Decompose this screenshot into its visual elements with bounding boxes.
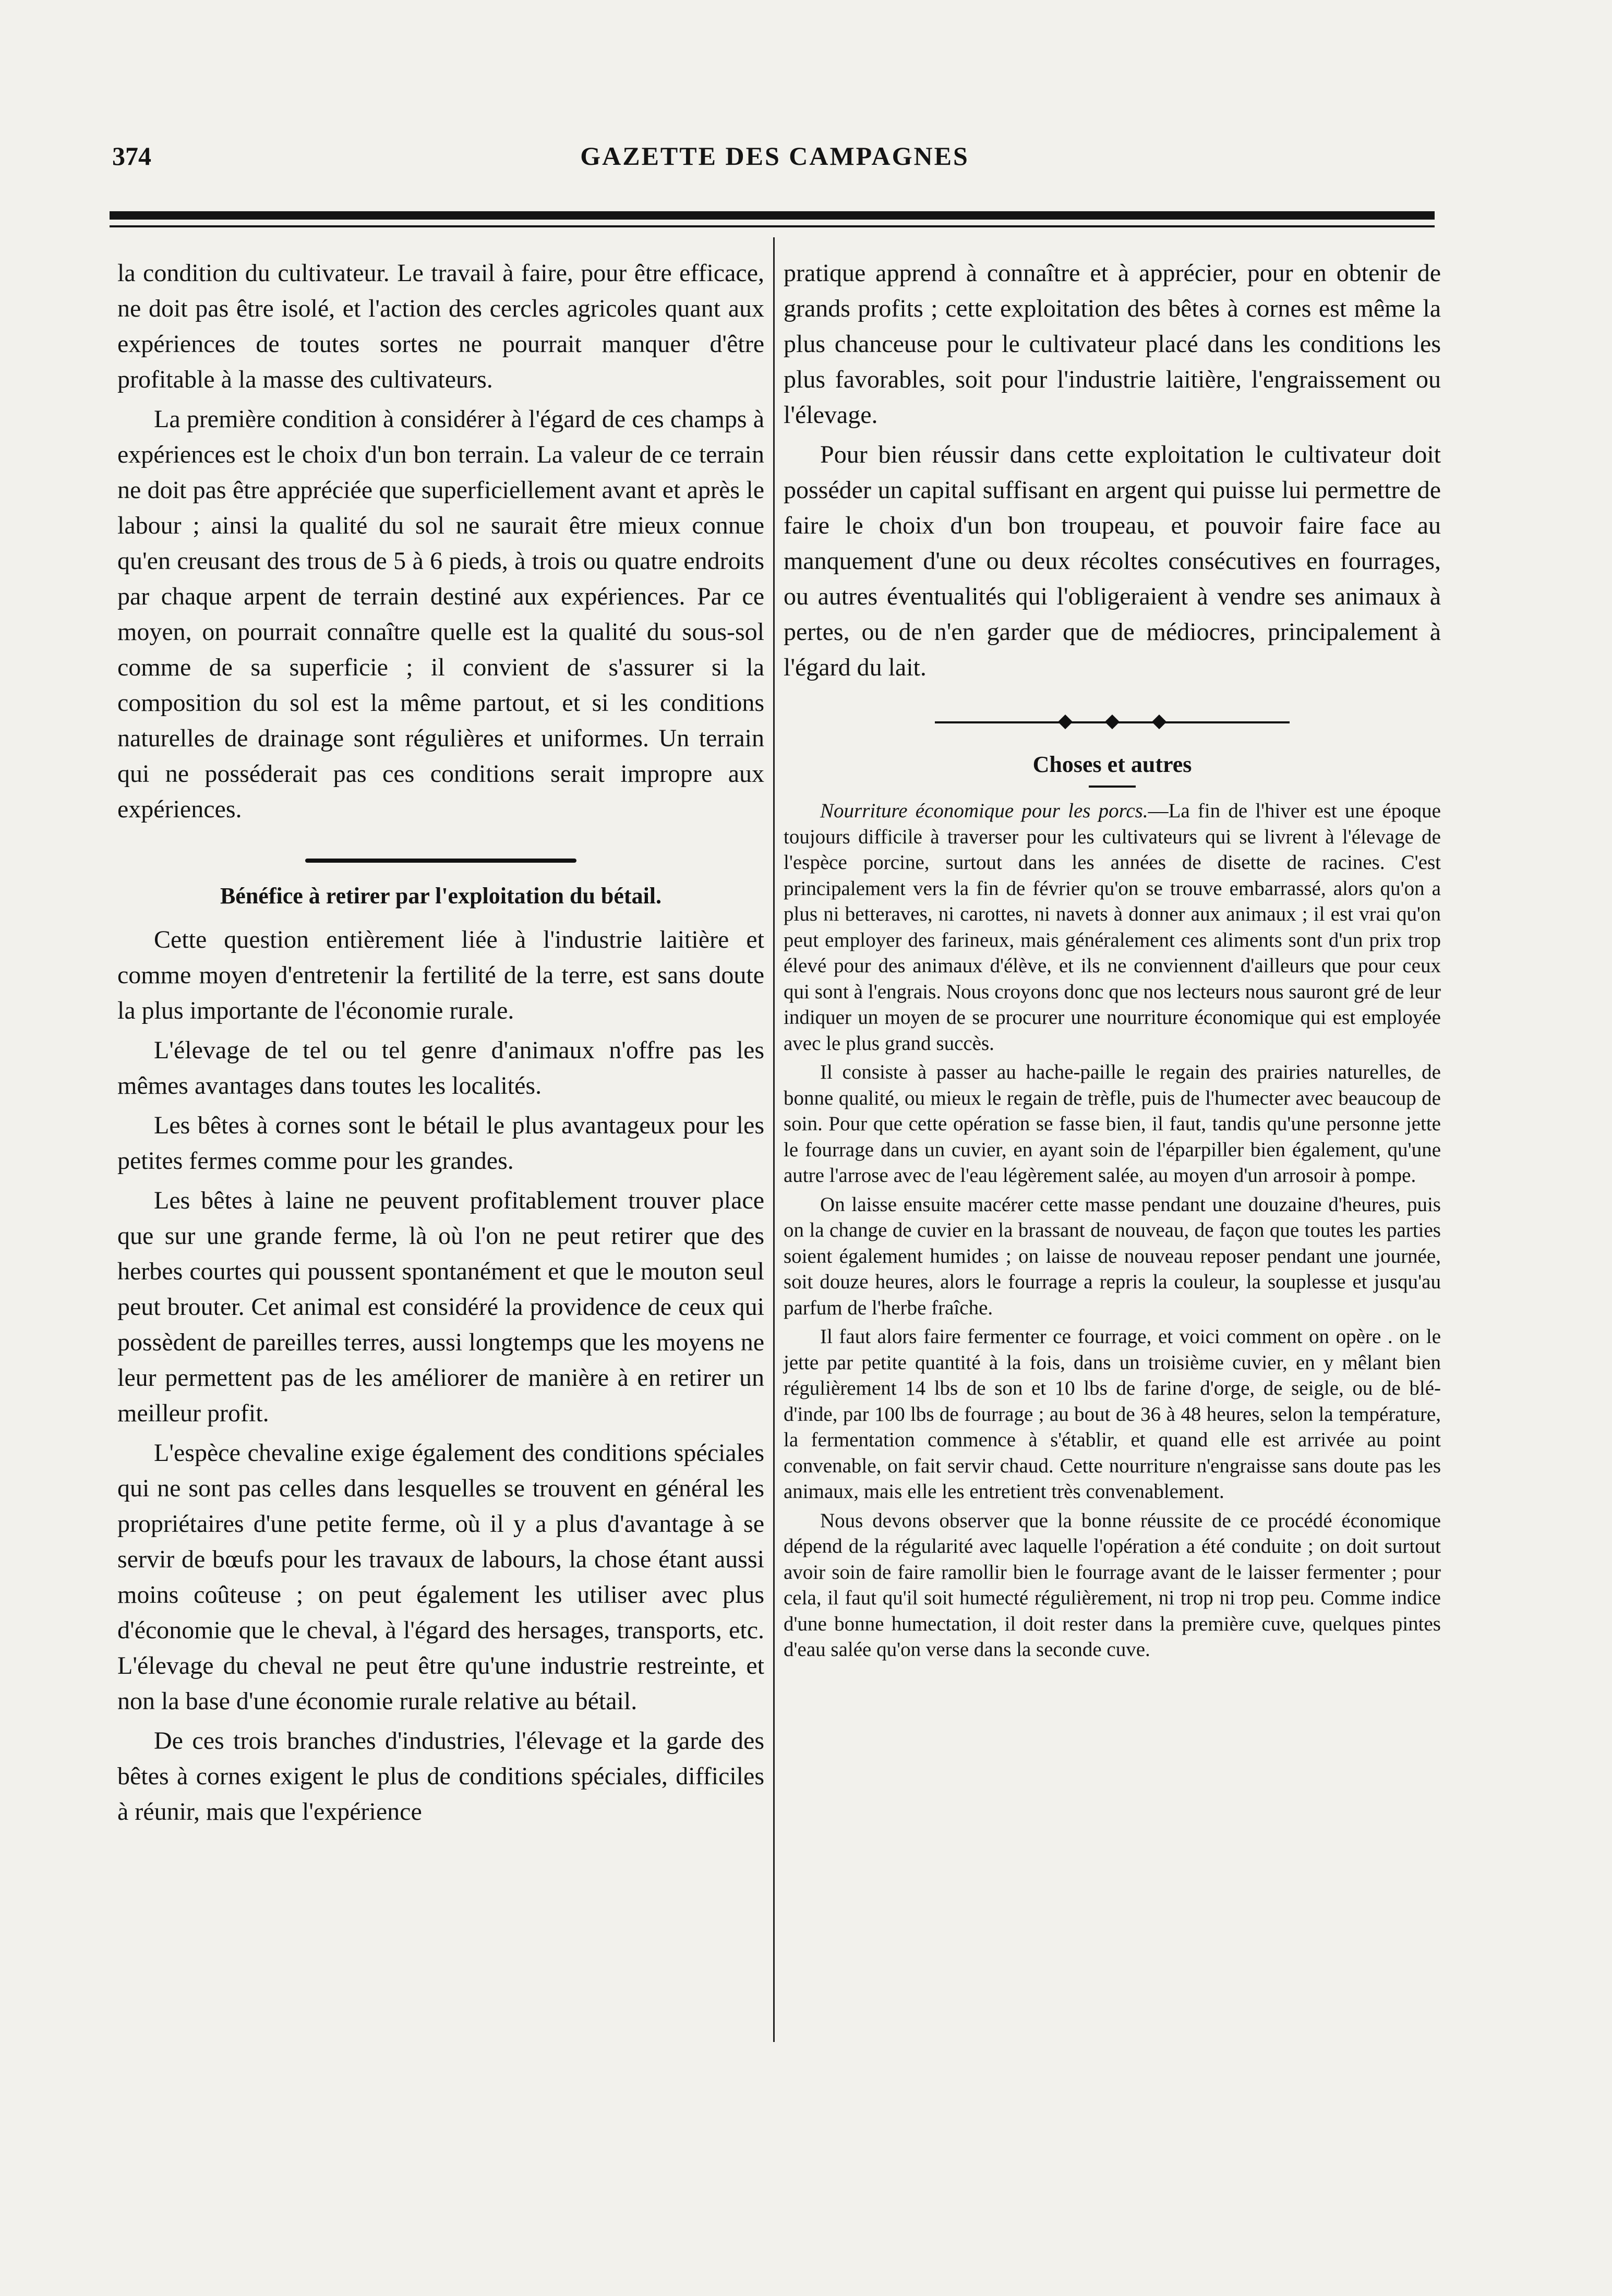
page-number: 374 [112, 141, 151, 171]
paragraph: Cette question entièrement liée à l'industrie laitière et comme moyen d'entretenir la fertilité de la terre, est sans doute la plus importante de l'économie rurale. [117, 926, 764, 1024]
running-head: GAZETTE DES CAMPAGNES [580, 141, 969, 171]
section-heading-block [784, 715, 1441, 788]
paragraph: L'élevage de tel ou tel genre d'animaux n'offre pas les mêmes avantages dans toutes les localités. [117, 1036, 764, 1099]
header-rule-thick [110, 211, 1435, 220]
column-divider [773, 237, 775, 2042]
section-title: Choses et autres [1032, 752, 1192, 777]
paragraph: Les bêtes à laine ne peuvent profitablement trouver place que sur une grande ferme, là où l'on ne peut retirer que des herbes courtes qui poussent spontanément et que le mouton seul peut brouter. Cet animal est considéré la providence de ceux qui possèdent de pareilles terres, aussi longtemps que les moyens ne leur permettent pas de les améliorer de manière à en retirer un meilleur profit. [117, 1187, 764, 1427]
paragraph: On laisse ensuite macérer cette masse pendant une douzaine d'heures, puis on la change de cuvier en la brassant de nouveau, de façon que toutes les parties soient également humides ; on laisse de nouveau reposer pendant une journée, soit douze heures, alors le fourrage a repris la couleur, la souplesse et jusqu'au parfum de l'herbe fraîche. [784, 1193, 1441, 1319]
section-title: Bénéfice à retirer par l'exploitation du bétail. [220, 883, 662, 909]
ornamental-rule [935, 715, 1290, 730]
paragraph: Pour bien réussir dans cette exploitation le cultivateur doit posséder un capital suffisant en argent qui puisse lui permettre de faire le choix d'un bon troupeau, et pouvoir faire face au manquement d'une ou deux récoltes consécutives en fourrages, ou autres éventualités qui l'obligeraient à vendre ses animaux à pertes, ou de n'en garder que de médiocres, principalement à l'égard du lait. [784, 441, 1441, 681]
paragraph: L'espèce chevaline exige également des conditions spéciales qui ne sont pas celles dans lesquelles se trouvent en général les propriétaires d'une petite ferme, où il y a plus d'avantage à se servir de bœufs pour les travaux de labours, la chose étant aussi moins coûteuse ; on peut également les utiliser avec plus d'économie que le cheval, à l'égard des hersages, transports, etc. L'élevage du cheval ne peut être qu'une industrie restreinte, et non la base d'une économie rurale relative au bétail. [117, 1439, 764, 1715]
paragraph: De ces trois branches d'industries, l'élevage et la garde des bêtes à cornes exigent le plus de conditions spéciales, difficiles à réunir, mais que l'expérience [117, 1727, 764, 1826]
page-header [112, 141, 1437, 188]
section-tick [1089, 786, 1136, 788]
paragraph: Il faut alors faire fermenter ce fourrage, et voici comment on opère . on le jette par petite quantité à la fois, dans un troisième cuvier, en y mêlant bien régulièrement 14 lbs de son et 10 lbs de farine d'orge, de seigle, ou de blé-d'inde, par 100 lbs de fourrage ; au bout de 36 à 48 heures, selon la température, la fermentation commence à s'établir, et quand elle est arrivée au point convenable, on fait servir chaud. Cette nourriture n'engraisse sans doute pas les animaux, mais elle les entretient très convenablement. [784, 1325, 1441, 1503]
paragraph: Il consiste à passer au hache-paille le regain des prairies naturelles, de bonne qualité, ou mieux le regain de trèfle, puis de l'humecter avec beaucoup de soin. Pour que cette opération se fasse bien, il faut, tandis qu'une personne jette le fourrage dans un cuvier, en ayant soin de l'éparpiller bien également, qu'une autre l'arrose avec de l'eau légèrement salée, au moyen d'un arrosoir à pompe. [784, 1061, 1441, 1187]
right-column [784, 256, 1441, 1666]
paragraph: la condition du cultivateur. Le travail à faire, pour être efficace, ne doit pas être isolé, et l'action des cercles agricoles quant aux expériences de toutes sortes ne pourrait manquer d'être profitable à la masse des cultivateurs. [117, 259, 764, 393]
small-print-article [784, 798, 1441, 1663]
section-heading-block [117, 859, 764, 912]
paragraph: pratique apprend à connaître et à apprécier, pour en obtenir de grands profits ; cette exploitation des bêtes à cornes est même la plus chanceuse pour le cultivateur placé dans les conditions les plus favorables, soit pour l'industrie laitière, l'engraissement ou l'élevage. [784, 259, 1441, 429]
paragraph: Nous devons observer que la bonne réussite de ce procédé économique dépend de la régularité avec laquelle l'opération a été conduite ; on doit surtout avoir soin de faire ramollir bien le fourrage avant de le laisser fermenter ; pour cela, il faut qu'il soit humecté régulièrement, ni trop ni trop peu. Comme indice d'une bonne humectation, il doit rester dans la première cuve, quelques pintes d'eau salée qu'on verse dans la seconde cuve. [784, 1509, 1441, 1661]
header-rule-thin [110, 225, 1435, 227]
left-column [117, 256, 764, 1834]
article-lead: Nourriture économique pour les porcs. [820, 800, 1148, 822]
section-rule [305, 859, 576, 863]
paragraph: La première condition à considérer à l'égard de ces champs à expériences est le choix d'un bon terrain. La valeur de ce terrain ne doit pas être appréciée que superficiellement avant et après le labour ; ainsi la qualité du sol ne saurait être mieux connue qu'en creusant des trous de 5 à 6 pieds, à trois ou quatre endroits par chaque arpent de terrain destiné aux expériences. Par ce moyen, on pourrait connaître quelle est la qualité du sous-sol comme de sa superficie ; il convient de s'assurer si la composition du sol est la même partout, et si les conditions naturelles de drainage sont régulières et uniformes. Un terrain qui ne posséderait pas ces conditions serait impropre aux expériences. [117, 405, 764, 823]
paragraph [784, 798, 1441, 1056]
paragraph: Les bêtes à cornes sont le bétail le plus avantageux pour les petites fermes comme pour les grandes. [117, 1111, 764, 1175]
article-body: —La fin de l'hiver est une époque toujours difficile à traverser pour les cultivateurs qui se livrent à l'élevage de l'espèce porcine, surtout dans les années de disette de racines. C'est principalement vers la fin de février qu'on se trouve embarrassé, alors qu'on a plus ni betteraves, ni carottes, ni navets à donner aux animaux ; il est vrai qu'on peut employer des farineux, mais généralement ces aliments sont d'un prix trop élevé pour des animaux d'élève, et ils ne conviennent d'ailleurs que pour ceux qui sont à l'engrais. Nous croyons donc que nos lecteurs nous sauront gré de leur indiquer un moyen de se procurer une nourriture économique qui est employée avec le plus grand succès. [784, 800, 1441, 1055]
